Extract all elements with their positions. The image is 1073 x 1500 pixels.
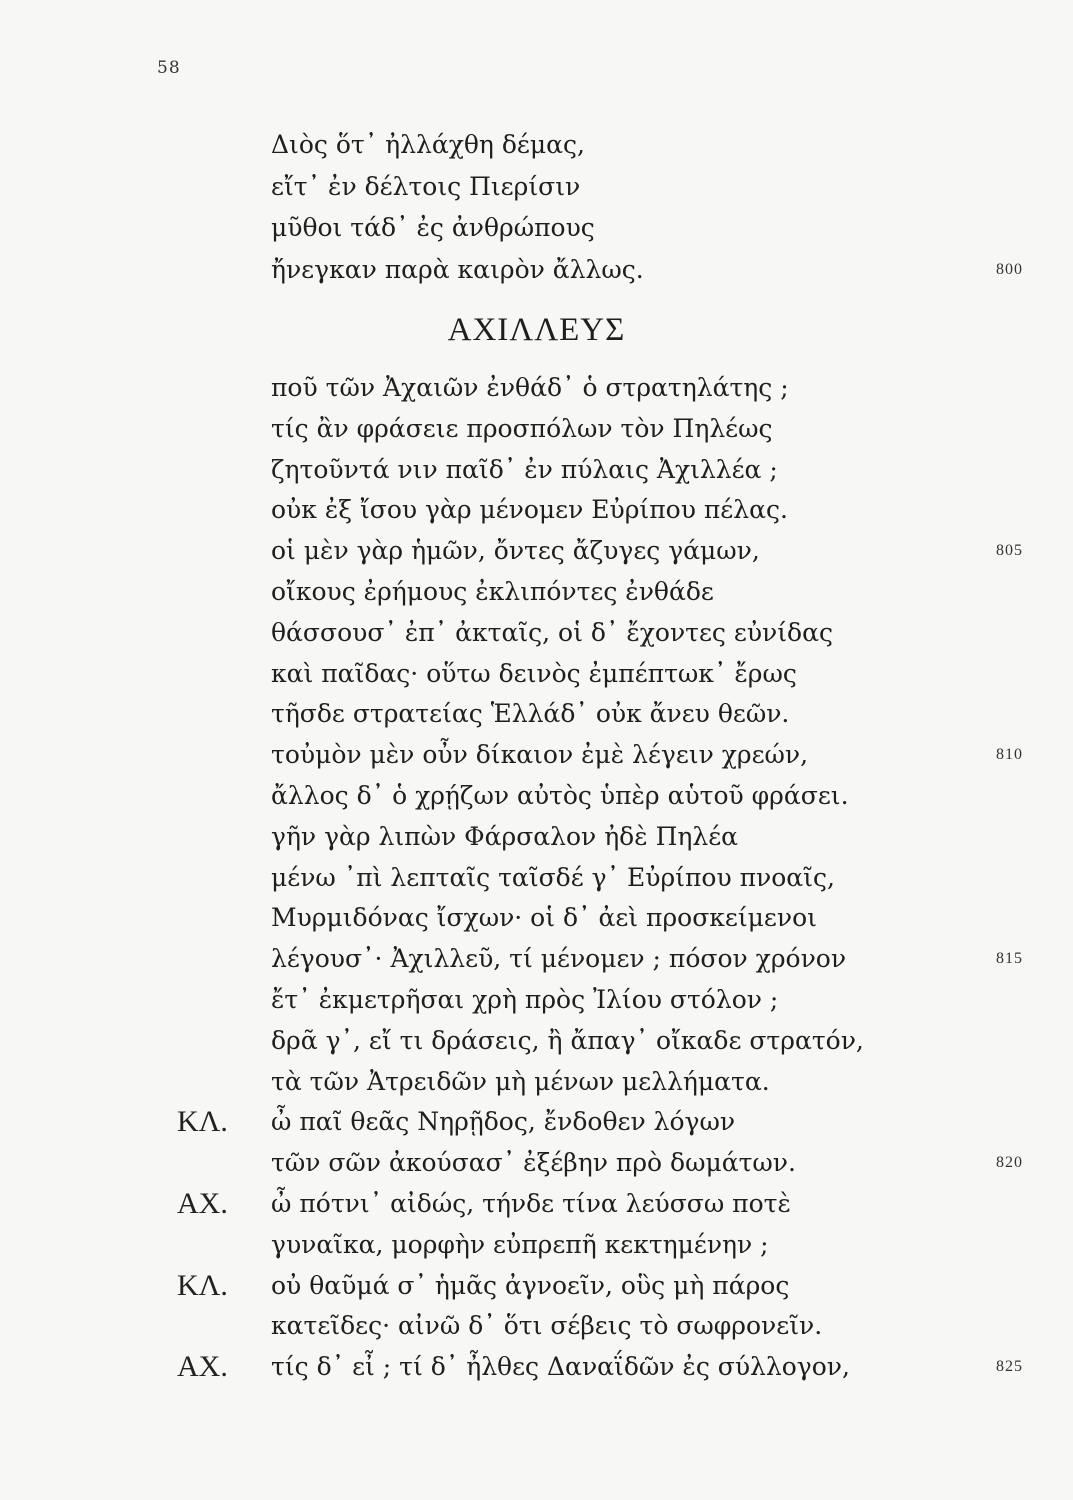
verse-text: ἔτ᾽ ἐκμετρῆσαι χρὴ πρὸς Ἰλίου στόλον ; [271,985,779,1014]
speaker-label: ΑΧ. [177,1350,228,1384]
verse-text: καὶ παῖδας· οὕτω δεινὸς ἐμπέπτωκ᾽ ἔρως [271,658,797,688]
verse-text: ὦ πότνι᾽ αἰδώς, τήνδε τίνα λεύσσω ποτὲ [271,1189,791,1218]
verse-line [0,1347,1073,1387]
verse-text: λέγουσ᾽· Ἀχιλλεῦ, τί μένομεν ; πόσον χρόνον [271,944,847,974]
line-number: 810 [996,746,1023,764]
verse-line [0,1021,1073,1061]
verse-line [0,654,1073,694]
verse-text: τοὐμὸν μὲν οὖν δίκαιον ἐμὲ λέγειν χρεών, [271,740,809,770]
verse-line [0,735,1073,775]
verse-text: ποῦ τῶν Ἀχαιῶν ἐνθάδ᾽ ὁ στρατηλάτης ; [271,373,789,402]
verse-text: τῶν σῶν ἀκούσασ᾽ ἐξέβην πρὸ δωμάτων. [271,1148,796,1178]
verse-line [0,613,1073,653]
verse-text: κατεῖδες· αἰνῶ δ᾽ ὅτι σέβεις τὸ σωφρονεῖν. [271,1311,823,1341]
verse-line [0,1102,1073,1142]
verse-text: ὦ παῖ θεᾶς Νηρῇδος, ἔνδοθεν λόγων [271,1107,736,1137]
line-number: 800 [996,260,1023,278]
verse-line [0,1143,1073,1183]
verse-line [0,409,1073,449]
verse-line [0,1184,1073,1224]
verse-line [0,694,1073,734]
page-number: 58 [157,58,181,78]
verse-text: μένω ᾽πὶ λεπταῖς ταῖσδέ γ᾽ Εὐρίπου πνοαῖς, [271,862,835,892]
verse-line [0,939,1073,979]
line-number: 820 [996,1154,1023,1172]
verse-line [0,368,1073,408]
verse-line [0,250,1073,290]
verse-text: θάσσουσ᾽ ἐπ᾽ ἀκταῖς, οἱ δ᾽ ἔχοντες εὐνίδας [271,617,833,647]
verse-line [0,776,1073,816]
verse-line [0,490,1073,530]
verse-text: ζητοῦντά νιν παῖδ᾽ ἐν πύλαις Ἀχιλλέα ; [271,454,778,484]
line-number: 815 [996,950,1023,968]
verse-text: οὐ θαῦμά σ᾽ ἡμᾶς ἀγνοεῖν, οὓς μὴ πάρος [271,1270,790,1300]
verse-text: τίς δ᾽ εἶ ; τί δ᾽ ἦλθες Δαναΐδῶν ἐς σύλλογον, [271,1352,850,1382]
verse-text: Διὸς ὅτ᾽ ἠλλάχθη δέμας, [271,130,585,159]
verse-text: Μυρμιδόνας ἴσχων· οἱ δ᾽ ἀεὶ προσκείμενοι [271,903,817,933]
verse-line [0,898,1073,938]
verse-line [0,980,1073,1020]
verse-text: ἄλλος δ᾽ ὁ χρῄζων αὐτὸς ὑπὲρ αὑτοῦ φράσει. [271,781,849,810]
verse-text: τὰ τῶν Ἀτρειδῶν μὴ μένων μελλήματα. [271,1066,770,1096]
verse-line [0,1266,1073,1306]
speaker-label: ΑΧ. [177,1187,228,1220]
verse-line [0,450,1073,490]
verse-text: τίς ἂν φράσειε προσπόλων τὸν Πηλέως [271,413,773,443]
verse-line [0,572,1073,612]
speaker-label: ΚΛ. [177,1105,228,1139]
verse-text: εἴτ᾽ ἐν δέλτοις Πιερίσιν [271,171,581,201]
verse-line [0,1062,1073,1102]
verse-line [0,125,1073,165]
verse-text: γῆν γὰρ λιπὼν Φάρσαλον ἠδὲ Πηλέα [271,821,739,851]
verse-line [0,1306,1073,1346]
verse-line [0,817,1073,857]
verse-text: τῆσδε στρατείας Ἑλλάδ᾽ οὐκ ἄνευ θεῶν. [271,699,790,729]
verse-line [0,167,1073,207]
verse-text: δρᾶ γ᾽, εἴ τι δράσεις, ἢ ἄπαγ᾽ οἴκαδε στρατόν, [271,1025,864,1055]
verse-text: οὐκ ἐξ ἴσου γὰρ μένομεν Εὐρίπου πέλας. [271,495,788,525]
verse-line [0,858,1073,898]
verse-text: γυναῖκα, μορφὴν εὐπρεπῆ κεκτημένην ; [271,1229,769,1259]
verse-text: μῦθοι τάδ᾽ ἐς ἀνθρώπους [271,213,595,242]
verse-line [0,208,1073,248]
line-number: 805 [996,542,1023,560]
speaker-heading: ΑΧΙΛΛΕΥΣ [447,312,626,348]
verse-line [0,531,1073,571]
verse-text: οἴκους ἐρήμους ἐκλιπόντες ἐνθάδε [271,577,714,606]
speaker-label: ΚΛ. [177,1268,228,1302]
verse-line [0,1225,1073,1265]
verse-text: οἱ μὲν γὰρ ἡμῶν, ὄντες ἄζυγες γάμων, [271,536,760,566]
line-number: 825 [996,1358,1023,1376]
verse-text: ἤνεγκαν παρὰ καιρὸν ἄλλως. [271,254,644,284]
